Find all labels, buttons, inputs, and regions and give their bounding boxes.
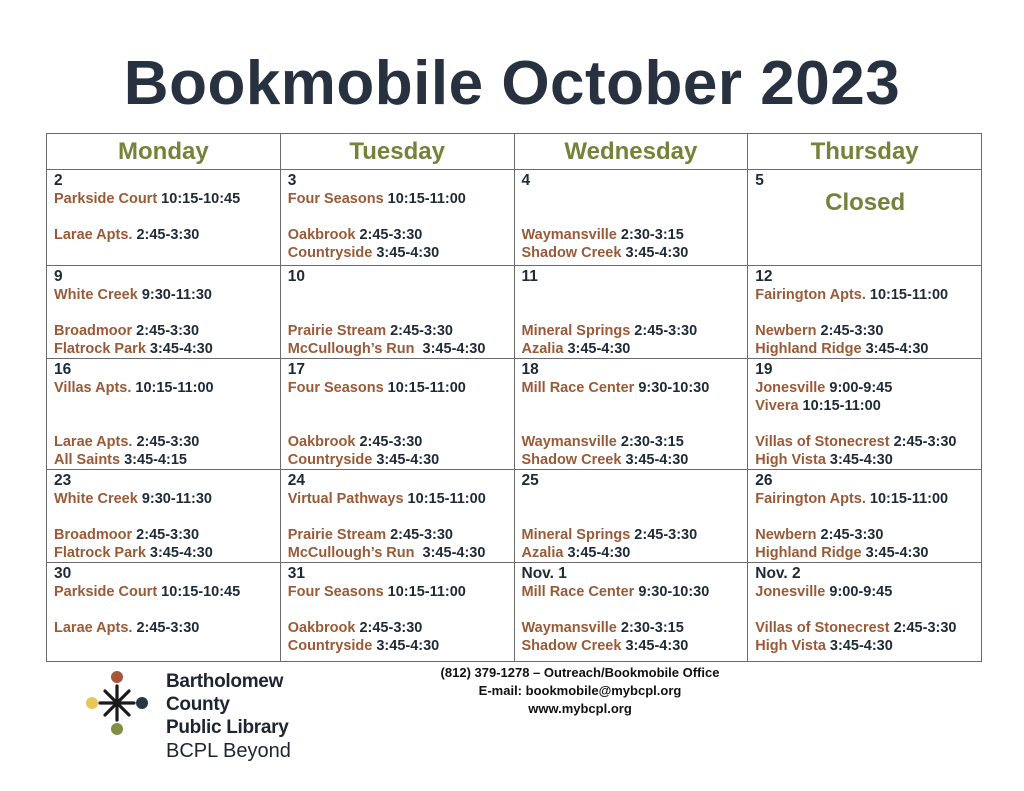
stop-location: Waymansville bbox=[521, 434, 617, 450]
weekday-header-monday: Monday bbox=[47, 134, 281, 170]
stop-entry bbox=[54, 433, 274, 451]
stop-time: 3:45-4:30 bbox=[825, 638, 893, 654]
day-number: 24 bbox=[287, 472, 305, 489]
stop-entry bbox=[54, 286, 274, 304]
library-name-line: Bartholomew bbox=[166, 671, 284, 692]
day-number: Nov. 1 bbox=[521, 565, 567, 582]
stop-time: 2:30-3:15 bbox=[616, 620, 684, 636]
stop-entry bbox=[54, 322, 274, 340]
stop-entry bbox=[288, 379, 508, 397]
stop-location: Azalia bbox=[521, 545, 564, 561]
stop-entry bbox=[755, 490, 975, 508]
stop-entry bbox=[288, 583, 508, 601]
stop-location: Four Seasons bbox=[287, 380, 384, 396]
stop-location: Highland Ridge bbox=[755, 545, 862, 561]
stop-location: Villas Apts. bbox=[54, 380, 132, 396]
stop-location: Broadmoor bbox=[54, 323, 133, 339]
stop-time: 3:45-4:30 bbox=[825, 452, 893, 468]
stop-location: Fairington Apts. bbox=[755, 491, 866, 507]
stop-location: Waymansville bbox=[521, 227, 617, 243]
day-number: 25 bbox=[521, 472, 539, 489]
stop-time: 10:15-11:00 bbox=[131, 380, 214, 396]
stop-location: Highland Ridge bbox=[755, 341, 862, 357]
stop-time: 9:00-9:45 bbox=[825, 584, 893, 600]
stop-location: Countryside bbox=[287, 452, 373, 468]
stop-time: 2:45-3:30 bbox=[386, 323, 453, 339]
stop-entry bbox=[522, 544, 742, 562]
stop-entry bbox=[755, 451, 975, 469]
calendar-body bbox=[47, 170, 982, 662]
stop-location: Newbern bbox=[755, 323, 817, 339]
day-cell bbox=[748, 470, 982, 563]
week-row bbox=[47, 563, 982, 662]
logo-dot-top bbox=[111, 671, 123, 683]
stop-location: McCullough’s Run bbox=[287, 341, 415, 357]
stop-time: 3:45-4:30 bbox=[621, 638, 689, 654]
stop-time: 3:45-4:30 bbox=[414, 545, 486, 561]
stop-entry bbox=[522, 433, 742, 451]
stop-time: 3:45-4:30 bbox=[563, 545, 631, 561]
stop-time: 3:45-4:15 bbox=[120, 452, 187, 468]
stop-entry bbox=[54, 226, 274, 244]
day-number: 31 bbox=[287, 565, 305, 582]
weekday-header-wednesday: Wednesday bbox=[514, 134, 748, 170]
stop-entry bbox=[755, 544, 975, 562]
stop-entry bbox=[755, 583, 975, 601]
stop-location: Countryside bbox=[287, 245, 373, 261]
stop-entry bbox=[755, 619, 975, 637]
stop-location: Four Seasons bbox=[287, 191, 384, 207]
logo-dot-left bbox=[86, 697, 98, 709]
stop-entry bbox=[755, 379, 975, 397]
day-cell bbox=[47, 170, 281, 266]
stop-entry bbox=[288, 322, 508, 340]
stop-time: 2:45-3:30 bbox=[630, 527, 698, 543]
day-cell bbox=[514, 170, 748, 266]
stop-entry bbox=[54, 190, 274, 208]
stop-time: 2:30-3:15 bbox=[616, 227, 684, 243]
stop-time: 9:30-10:30 bbox=[634, 584, 710, 600]
stop-time: 9:00-9:45 bbox=[825, 380, 893, 396]
day-number: Nov. 2 bbox=[755, 565, 801, 582]
stop-entry bbox=[755, 286, 975, 304]
day-number: 3 bbox=[287, 172, 297, 189]
stop-entry bbox=[288, 526, 508, 544]
stop-time: 10:15-11:00 bbox=[865, 287, 949, 303]
stop-entry bbox=[54, 451, 274, 469]
day-cell bbox=[47, 470, 281, 563]
stop-entry bbox=[522, 619, 742, 637]
stop-entry bbox=[522, 637, 742, 655]
day-cell bbox=[514, 359, 748, 470]
day-cell bbox=[280, 470, 514, 563]
stop-location: Broadmoor bbox=[54, 527, 133, 543]
day-cell bbox=[514, 470, 748, 563]
stop-time: 10:15-11:00 bbox=[403, 491, 486, 507]
stop-location: Virtual Pathways bbox=[287, 491, 404, 507]
stop-location: Prairie Stream bbox=[287, 527, 387, 543]
stop-entry bbox=[54, 583, 274, 601]
stop-time: 2:45-3:30 bbox=[889, 434, 957, 450]
stop-location: Villas of Stonecrest bbox=[755, 620, 890, 636]
stop-entry bbox=[288, 451, 508, 469]
library-logo-icon bbox=[84, 668, 164, 740]
stop-time: 2:45-3:30 bbox=[355, 227, 423, 243]
day-cell bbox=[748, 170, 982, 266]
stop-entry bbox=[288, 637, 508, 655]
library-tagline: BCPL Beyond bbox=[166, 740, 291, 762]
day-number: 5 bbox=[755, 172, 764, 189]
stop-location: Shadow Creek bbox=[521, 452, 622, 468]
stop-location: High Vista bbox=[755, 452, 826, 468]
day-cell bbox=[280, 563, 514, 662]
stop-location: Oakbrook bbox=[287, 434, 356, 450]
day-cell bbox=[280, 266, 514, 359]
stop-location: Larae Apts. bbox=[54, 227, 133, 243]
day-cell bbox=[748, 266, 982, 359]
stop-location: Parkside Court bbox=[54, 191, 158, 207]
stop-time: 10:15-11:00 bbox=[383, 191, 466, 207]
stop-time: 3:45-4:30 bbox=[861, 545, 929, 561]
stop-time: 2:45-3:30 bbox=[889, 620, 957, 636]
stop-location: Newbern bbox=[755, 527, 817, 543]
week-row bbox=[47, 359, 982, 470]
day-number: 2 bbox=[54, 172, 63, 189]
stop-time: 2:45-3:30 bbox=[630, 323, 698, 339]
stop-time: 3:45-4:30 bbox=[621, 245, 689, 261]
contact-phone: (812) 379-1278 – Outreach/Bookmobile Office bbox=[440, 665, 720, 680]
day-number: 11 bbox=[521, 268, 538, 285]
stop-location: Azalia bbox=[521, 341, 564, 357]
stop-time: 2:45-3:30 bbox=[132, 434, 200, 450]
day-cell bbox=[748, 359, 982, 470]
stop-location: Jonesville bbox=[755, 380, 826, 396]
stop-time: 3:45-4:30 bbox=[414, 341, 486, 357]
stop-location: High Vista bbox=[755, 638, 826, 654]
stop-time: 2:45-3:30 bbox=[816, 323, 884, 339]
stop-entry bbox=[54, 526, 274, 544]
stop-location: Mill Race Center bbox=[521, 584, 635, 600]
stop-location: Villas of Stonecrest bbox=[755, 434, 890, 450]
logo-dot-bottom bbox=[111, 723, 123, 735]
stop-location: Larae Apts. bbox=[54, 434, 133, 450]
day-number: 18 bbox=[521, 361, 539, 378]
stop-time: 10:15-11:00 bbox=[383, 380, 466, 396]
day-number: 12 bbox=[755, 268, 773, 285]
stop-location: Flatrock Park bbox=[54, 545, 146, 561]
stop-time: 9:30-10:30 bbox=[634, 380, 710, 396]
stop-location: Shadow Creek bbox=[521, 245, 622, 261]
contact-email: E-mail: bookmobile@mybcpl.org bbox=[478, 683, 682, 698]
stop-location: Larae Apts. bbox=[54, 620, 133, 636]
stop-location: Oakbrook bbox=[287, 227, 356, 243]
stop-entry bbox=[54, 544, 274, 562]
stop-time: 3:45-4:30 bbox=[145, 545, 213, 561]
day-number: 17 bbox=[287, 361, 305, 378]
week-row bbox=[47, 266, 982, 359]
stop-location: Shadow Creek bbox=[521, 638, 622, 654]
stop-time: 2:45-3:30 bbox=[355, 434, 423, 450]
weekday-header-thursday: Thursday bbox=[748, 134, 982, 170]
library-name-line: County bbox=[166, 694, 230, 715]
stop-time: 10:15-10:45 bbox=[157, 191, 241, 207]
stop-time: 3:45-4:30 bbox=[145, 341, 213, 357]
stop-time: 2:45-3:30 bbox=[355, 620, 423, 636]
contact-website: www.mybcpl.org bbox=[528, 701, 632, 716]
day-cell bbox=[47, 266, 281, 359]
stop-location: Mineral Springs bbox=[521, 323, 631, 339]
stop-location: White Creek bbox=[54, 287, 138, 303]
library-name-line: Public Library bbox=[166, 717, 289, 738]
stop-entry bbox=[54, 490, 274, 508]
stop-entry bbox=[522, 379, 742, 397]
stop-entry bbox=[755, 340, 975, 358]
stop-entry bbox=[288, 244, 508, 262]
stop-time: 10:15-11:00 bbox=[798, 398, 881, 414]
stop-location: Vivera bbox=[755, 398, 799, 414]
stop-entry bbox=[522, 340, 742, 358]
stop-time: 10:15-11:00 bbox=[865, 491, 949, 507]
stop-location: Four Seasons bbox=[287, 584, 384, 600]
stop-entry bbox=[522, 322, 742, 340]
stop-location: Fairington Apts. bbox=[755, 287, 866, 303]
stop-entry bbox=[288, 340, 508, 358]
stop-location: Mineral Springs bbox=[521, 527, 631, 543]
stop-time: 2:45-3:30 bbox=[132, 227, 200, 243]
day-cell bbox=[280, 170, 514, 266]
day-number: 10 bbox=[287, 268, 305, 285]
stop-time: 9:30-11:30 bbox=[137, 287, 212, 303]
library-name bbox=[166, 670, 289, 739]
stop-entry bbox=[54, 379, 274, 397]
stop-time: 2:45-3:30 bbox=[132, 527, 200, 543]
stop-entry bbox=[522, 451, 742, 469]
stop-time: 2:45-3:30 bbox=[132, 323, 200, 339]
stop-time: 3:45-4:30 bbox=[372, 452, 440, 468]
day-cell bbox=[514, 266, 748, 359]
day-number: 16 bbox=[54, 361, 72, 378]
stop-entry bbox=[755, 322, 975, 340]
stop-entry bbox=[288, 433, 508, 451]
stop-entry bbox=[522, 526, 742, 544]
day-number: 19 bbox=[755, 361, 773, 378]
stop-location: Mill Race Center bbox=[521, 380, 635, 396]
day-cell bbox=[748, 563, 982, 662]
stop-time: 2:30-3:15 bbox=[616, 434, 684, 450]
stop-entry bbox=[288, 190, 508, 208]
stop-time: 3:45-4:30 bbox=[861, 341, 929, 357]
stop-entry bbox=[288, 490, 508, 508]
stop-time: 3:45-4:30 bbox=[372, 245, 440, 261]
weekday-header-row bbox=[47, 134, 982, 170]
stop-entry bbox=[522, 226, 742, 244]
stop-time: 10:15-11:00 bbox=[383, 584, 466, 600]
stop-entry bbox=[288, 619, 508, 637]
day-number: 4 bbox=[521, 172, 531, 189]
stop-location: White Creek bbox=[54, 491, 138, 507]
stop-location: Countryside bbox=[287, 638, 373, 654]
stop-time: 10:15-10:45 bbox=[157, 584, 241, 600]
stop-location: All Saints bbox=[54, 452, 121, 468]
stop-time: 2:45-3:30 bbox=[816, 527, 884, 543]
day-cell bbox=[280, 359, 514, 470]
day-cell bbox=[47, 359, 281, 470]
closed-label: Closed bbox=[825, 189, 906, 216]
stop-entry bbox=[522, 583, 742, 601]
day-number: 9 bbox=[54, 268, 63, 285]
logo-dot-right bbox=[136, 697, 148, 709]
stop-entry bbox=[755, 637, 975, 655]
day-number: 23 bbox=[54, 472, 72, 489]
calendar-table bbox=[46, 133, 982, 662]
week-row bbox=[47, 470, 982, 563]
stop-location: McCullough’s Run bbox=[287, 545, 415, 561]
stop-location: Waymansville bbox=[521, 620, 617, 636]
day-number: 26 bbox=[755, 472, 773, 489]
stop-entry bbox=[54, 619, 274, 637]
stop-entry bbox=[288, 226, 508, 244]
stop-time: 9:30-11:30 bbox=[137, 491, 212, 507]
stop-entry bbox=[755, 526, 975, 544]
stop-time: 2:45-3:30 bbox=[386, 527, 453, 543]
stop-location: Oakbrook bbox=[287, 620, 356, 636]
week-row bbox=[47, 170, 982, 266]
stop-location: Parkside Court bbox=[54, 584, 158, 600]
stop-location: Jonesville bbox=[755, 584, 826, 600]
stop-entry bbox=[54, 340, 274, 358]
stop-time: 3:45-4:30 bbox=[563, 341, 631, 357]
stop-time: 3:45-4:30 bbox=[621, 452, 689, 468]
day-number: 30 bbox=[54, 565, 72, 582]
contact-info bbox=[390, 664, 770, 718]
day-cell bbox=[47, 563, 281, 662]
stop-entry bbox=[522, 244, 742, 262]
stop-time: 2:45-3:30 bbox=[132, 620, 200, 636]
stop-entry bbox=[755, 433, 975, 451]
page-title: Bookmobile October 2023 bbox=[123, 49, 901, 118]
stop-location: Flatrock Park bbox=[54, 341, 146, 357]
weekday-header-tuesday: Tuesday bbox=[280, 134, 514, 170]
stop-entry bbox=[755, 397, 975, 415]
stop-time: 3:45-4:30 bbox=[372, 638, 440, 654]
day-cell bbox=[514, 563, 748, 662]
stop-entry bbox=[288, 544, 508, 562]
stop-location: Prairie Stream bbox=[287, 323, 387, 339]
